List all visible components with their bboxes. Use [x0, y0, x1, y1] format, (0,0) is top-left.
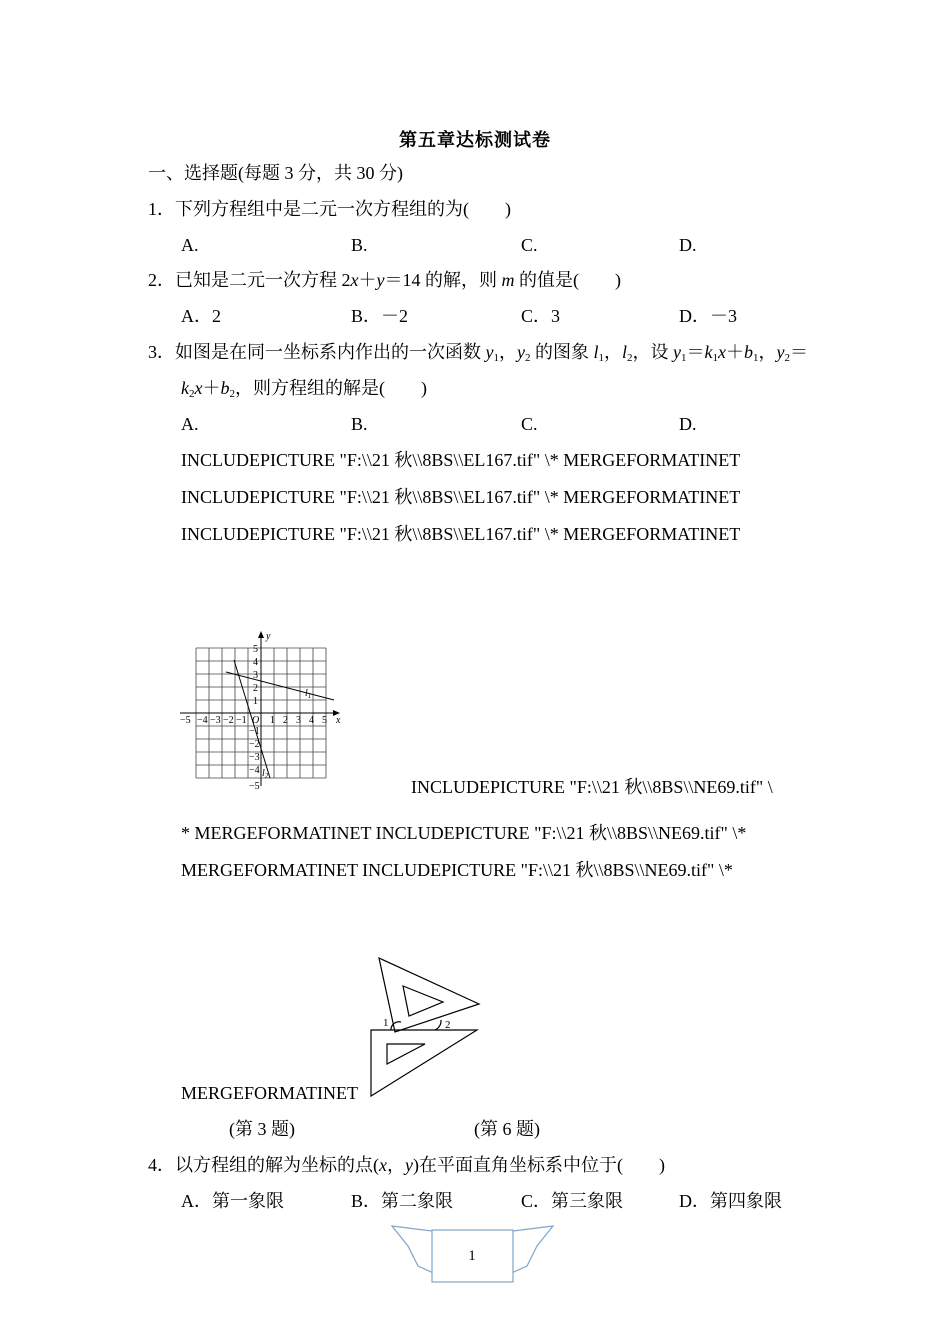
triangle-rulers-figure: [365, 952, 485, 1104]
q2-option-c: C．3: [521, 306, 561, 326]
y-tick: −3: [249, 752, 260, 763]
l2-label: $l_2$: [262, 768, 269, 780]
x-tick: 2: [283, 715, 288, 726]
section-heading: 一、选择题(每题 3 分，共 30 分): [148, 163, 403, 183]
q4-option-a: A．第一象限: [181, 1191, 284, 1211]
q4-option-c: C．第三象限: [521, 1191, 624, 1211]
q3-option-c: C.: [521, 414, 538, 434]
include-field-3: INCLUDEPICTURE "F:\\21 秋\\8BS\\EL167.tif" \* MERGEFORMATINET: [181, 524, 741, 544]
q1-option-a: A.: [181, 235, 199, 255]
l1-label: $l_1$: [305, 688, 312, 700]
q2-option-b: B．－2: [351, 306, 409, 326]
page-title: 第五章达标测试卷: [399, 130, 551, 151]
include-field-2: INCLUDEPICTURE "F:\\21 秋\\8BS\\EL167.tif" \* MERGEFORMATINET: [181, 487, 741, 507]
q1-option-d: D.: [679, 235, 697, 255]
figure-3-caption: (第 3 题): [229, 1119, 295, 1139]
y-tick: 1: [253, 696, 258, 707]
y-tick: 3: [253, 670, 258, 681]
origin-label: O: [252, 715, 260, 726]
coordinate-graph: [176, 630, 348, 792]
y-tick: −4: [249, 765, 260, 776]
figure-6-caption: (第 6 题): [474, 1119, 540, 1139]
y-tick: 4: [253, 657, 258, 668]
x-tick: 5: [322, 715, 327, 726]
question-2-stem: 2．已知是二元一次方程 2x＋y＝14 的解，则 m 的值是( ): [148, 270, 621, 290]
y-tick: 2: [253, 683, 258, 694]
question-1-stem: 1．下列方程组中是二元一次方程组的为( ): [148, 199, 511, 219]
x-tick: −5: [180, 715, 191, 726]
include-field-ne-2: * MERGEFORMATINET INCLUDEPICTURE "F:\\21 秋\\8BS\\NE69.tif" \*: [181, 823, 747, 843]
include-field-ne-3: MERGEFORMATINET INCLUDEPICTURE "F:\\21 秋\\8BS\\NE69.tif" \*: [181, 860, 733, 880]
question-3-stem-line1: 3．如图是在同一坐标系内作出的一次函数 $y_1$，$y_2$ 的图象 $l_1$，$l_2$，设 $y_1=k_1x+b_1$，$y_2=$: [148, 342, 809, 364]
q3-option-d: D.: [679, 414, 697, 434]
x-tick: −1: [236, 715, 247, 726]
include-field-1: INCLUDEPICTURE "F:\\21 秋\\8BS\\EL167.tif" \* MERGEFORMATINET: [181, 450, 741, 470]
q4-option-d: D．第四象限: [679, 1191, 782, 1211]
x-tick: −2: [223, 715, 234, 726]
x-tick: 4: [309, 715, 314, 726]
q4-option-b: B．第二象限: [351, 1191, 454, 1211]
q3-option-a: A.: [181, 414, 199, 434]
page-number: 1: [468, 1248, 476, 1264]
x-tick: 1: [270, 715, 275, 726]
x-tick: −4: [197, 715, 208, 726]
q1-option-b: B.: [351, 235, 368, 255]
question-3-stem-line2: $k_2x+b_2$，则方程组的解是( ): [181, 378, 427, 400]
angle-2-label: 2: [445, 1019, 451, 1031]
y-axis-label: y: [266, 631, 271, 642]
y-tick: 5: [253, 644, 258, 655]
y-tick: −2: [249, 739, 260, 750]
x-tick: 3: [296, 715, 301, 726]
include-field-ne-1: INCLUDEPICTURE "F:\\21 秋\\8BS\\NE69.tif" \: [411, 777, 773, 797]
q1-option-c: C.: [521, 235, 538, 255]
include-field-ne-4: MERGEFORMATINET: [181, 1083, 359, 1103]
y-tick: −1: [249, 726, 260, 737]
x-tick: −3: [210, 715, 221, 726]
q3-option-b: B.: [351, 414, 368, 434]
y-tick: −5: [249, 781, 260, 792]
question-4-stem: 4．以方程组的解为坐标的点(x，y)在平面直角坐标系中位于( ): [148, 1155, 665, 1175]
q2-option-d: D．－3: [679, 306, 737, 326]
x-axis-label: x: [336, 715, 341, 726]
q2-option-a: A．2: [181, 306, 221, 326]
angle-1-label: 1: [383, 1017, 389, 1029]
